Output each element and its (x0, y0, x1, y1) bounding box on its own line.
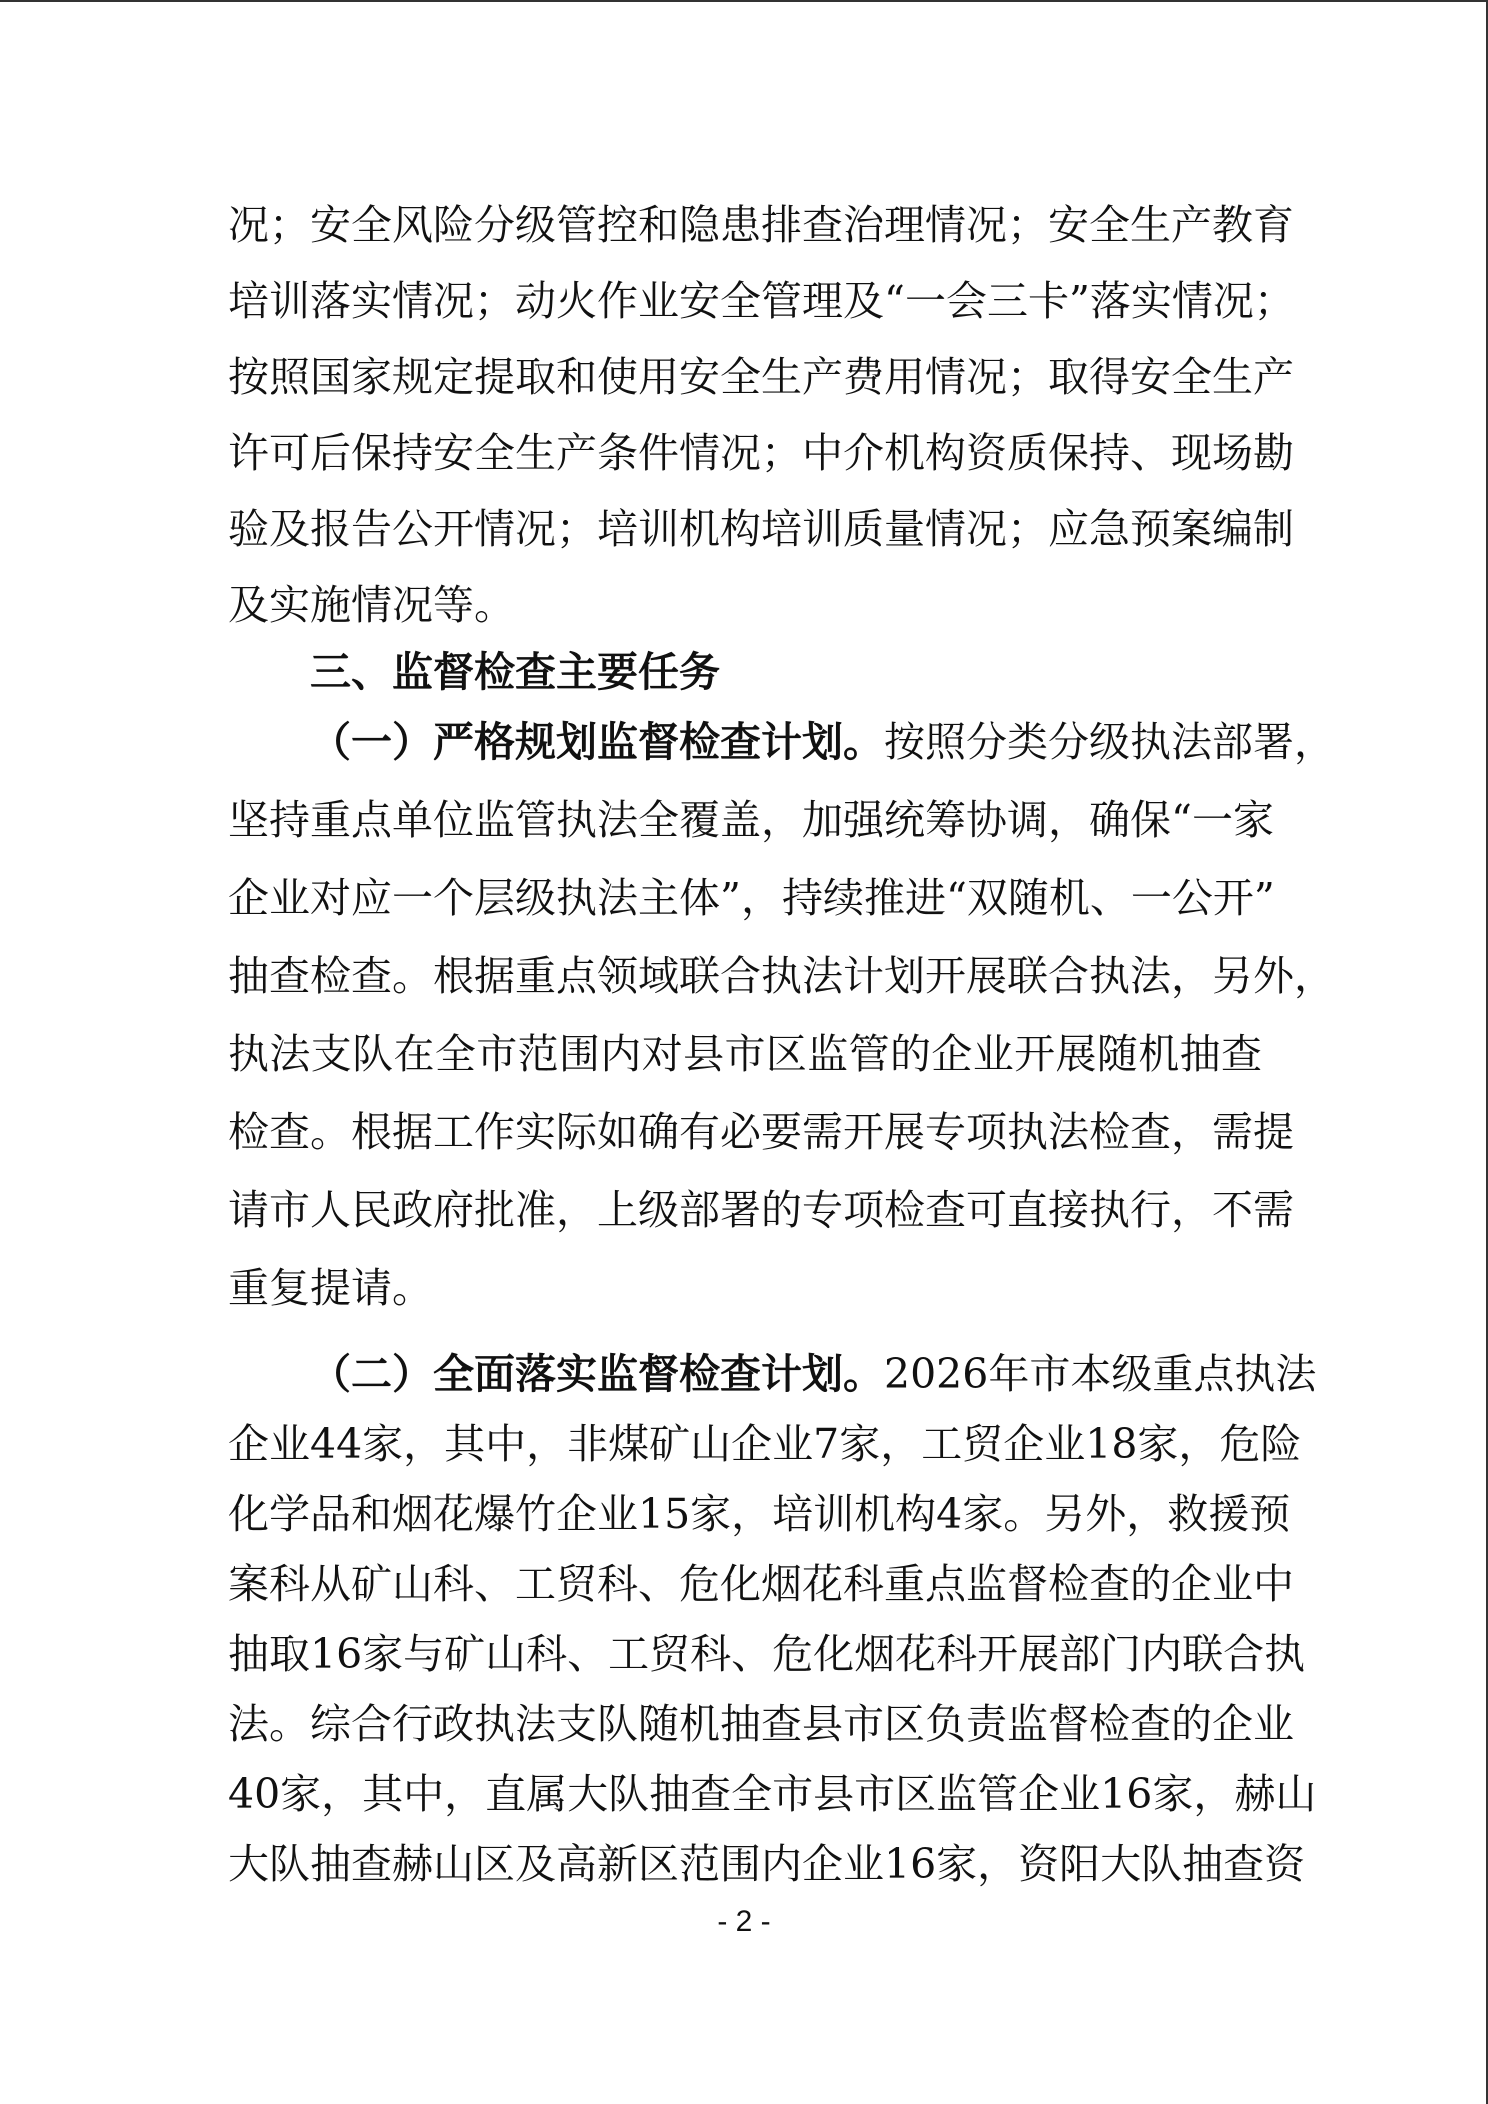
paragraph-inspection-content (228, 187, 1295, 643)
text-run: 按照分类分级执法部署， (884, 718, 1335, 766)
subsection-title: （一）严格规划监督检查计划。 (310, 718, 884, 766)
text-line: 按照国家规定提取和使用安全生产费用情况；取得安全生产 (228, 353, 1294, 401)
text-run: 2026年市本级重点执法 (884, 1350, 1317, 1398)
text-line: 请市人民政府批准，上级部署的专项检查可直接执行，不需 (228, 1186, 1294, 1234)
text-line: 法。综合行政执法支队随机抽查县市区负责监督检查的企业 (228, 1700, 1294, 1748)
text-line: 大队抽查赫山区及高新区范围内企业16家，资阳大队抽查资 (228, 1840, 1306, 1888)
text-line: 40家，其中，直属大队抽查全市县市区监管企业16家，赫山 (228, 1770, 1317, 1818)
text-line: 抽取16家与矿山科、工贸科、危化烟花科开展部门内联合执 (228, 1630, 1306, 1678)
paragraph-plan-inspection (228, 703, 1335, 1327)
text-line: 验及报告公开情况；培训机构培训质量情况；应急预案编制 (228, 505, 1294, 553)
text-line: 检查。根据工作实际如确有必要需开展专项执法检查，需提 (228, 1108, 1294, 1156)
text-line: 培训落实情况；动火作业安全管理及“一会三卡”落实情况； (228, 277, 1295, 325)
text-line-first (228, 1339, 1317, 1409)
text-line: 况；安全风险分级管控和隐患排查治理情况；安全生产教育 (228, 201, 1294, 249)
text-line: 及实施情况等。 (228, 581, 515, 629)
subsection-title: （二）全面落实监督检查计划。 (310, 1350, 884, 1398)
text-line: 案科从矿山科、工贸科、危化烟花科重点监督检查的企业中 (228, 1560, 1294, 1608)
text-line: 执法支队在全市范围内对县市区监管的企业开展随机抽查 (228, 1030, 1262, 1078)
text-line-first (228, 703, 1335, 781)
text-line: 企业44家，其中，非煤矿山企业7家，工贸企业18家，危险 (228, 1420, 1302, 1468)
section-heading-text: 三、监督检查主要任务 (310, 648, 720, 696)
text-line: 重复提请。 (228, 1264, 433, 1312)
page-number: - 2 - (717, 1905, 771, 1938)
text-line: 许可后保持安全生产条件情况；中介机构资质保持、现场勘 (228, 429, 1294, 477)
paragraph-implement-inspection (228, 1339, 1317, 1899)
text-line: 企业对应一个层级执法主体”，持续推进“双随机、一公开” (228, 874, 1275, 922)
text-line: 抽查检查。根据重点领域联合执法计划开展联合执法，另外， (228, 952, 1335, 1000)
text-line: 化学品和烟花爆竹企业15家，培训机构4家。另外，救援预 (228, 1490, 1291, 1538)
section-heading (228, 636, 1262, 708)
text-line: 坚持重点单位监管执法全覆盖，加强统筹协调，确保“一家 (228, 796, 1274, 844)
page-top-border (0, 0, 1488, 2)
